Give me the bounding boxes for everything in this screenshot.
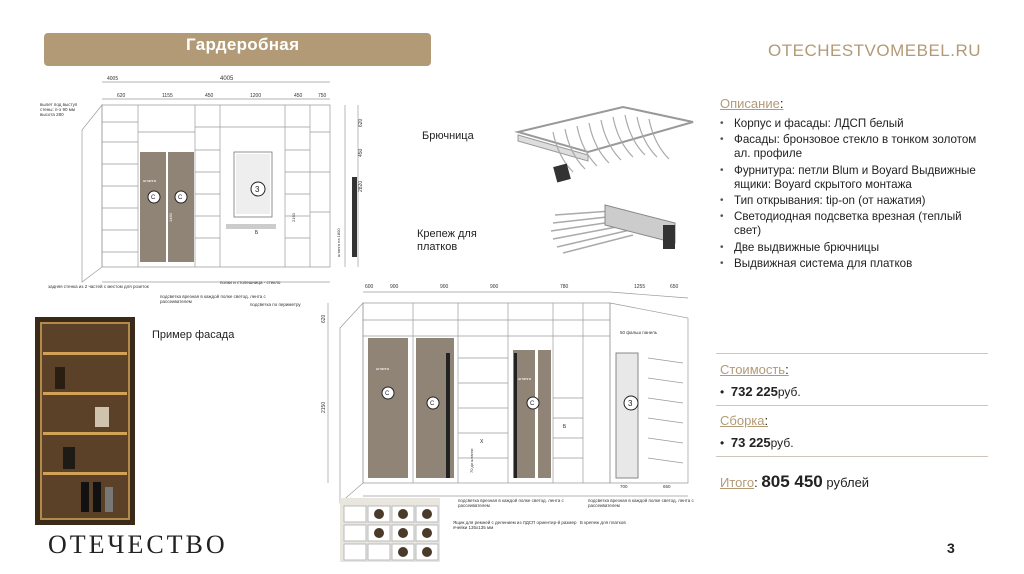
panel-note: 50 фальш панель	[620, 330, 658, 335]
site-url[interactable]: OTECHESTVOMEBEL.RU	[768, 41, 982, 60]
note2-box: Ящик для ремней с делением из ЛДСП ориентир-й размер ячейки 135х135 мм	[453, 520, 577, 530]
dim-w3: 450	[205, 93, 214, 99]
note-bottom-1: задняя стенка из 2 частей с местом для розеток	[48, 284, 149, 289]
brand-logo: ОТЕЧЕСТВО	[48, 530, 228, 559]
description-item: • Две выдвижные брючницы	[720, 241, 980, 255]
dim2-bottom-2: 650	[663, 484, 671, 489]
page-number: 3	[947, 540, 955, 556]
divider	[716, 456, 988, 457]
label-scarf-mount: Крепеж для платков	[417, 228, 477, 253]
dim2-top: 620	[321, 314, 327, 323]
dim-total-1: 4005	[107, 76, 119, 82]
note2-bottom-2: подсветка врезная в каждой полке светод. лента с рассеивателем	[588, 498, 694, 508]
dim-h1: 620	[358, 118, 364, 127]
trouser-rack-image	[513, 97, 698, 187]
dim2-w6: 1255	[634, 284, 646, 290]
dim-total-1b: 4005	[220, 76, 234, 82]
divider	[716, 405, 988, 406]
dim-w4: 1200	[250, 93, 262, 99]
shelf-note: штанга на 1800	[336, 228, 341, 257]
note-bottom-2: подсветка врезная в каждой полке светод. лента с рассеивателем	[160, 294, 266, 304]
total-value: 805 450	[761, 472, 823, 491]
label-trouser-rack: Брючница	[422, 130, 474, 142]
dim-w2: 1155	[162, 93, 173, 99]
dim-h3: 2820	[358, 180, 364, 192]
note2-scarf: Б крепеж для платков	[580, 520, 626, 525]
total-unit: рублей	[826, 475, 870, 490]
note-bottom-3: полки и столешница - стекло	[220, 280, 281, 285]
assembly-value: • 73 225руб.	[720, 435, 794, 450]
height-inner-1: 1460	[168, 213, 173, 222]
dim2-w1: 600	[365, 284, 374, 290]
mark2-c2: С	[430, 401, 435, 407]
total-heading: Итого	[720, 475, 755, 490]
cost-heading: Стоимость:	[720, 362, 789, 377]
mark2-b: Б	[563, 424, 567, 430]
note-bottom-4: подсветка по периметру	[250, 302, 301, 307]
scarf-mount-image	[545, 195, 685, 265]
cost-value: • 732 225руб.	[720, 384, 801, 399]
description-item: • Тип открывания: tip-on (от нажатия)	[720, 194, 980, 208]
divider	[716, 353, 988, 354]
dim2-bottom-1: 700	[620, 484, 628, 489]
height-inner-2: 2150	[291, 213, 296, 222]
rod2-label-1: штанга	[376, 366, 390, 371]
side-label: 70 до штанги	[469, 448, 474, 473]
mark2-c3: С	[530, 401, 535, 407]
dim-h2: 450	[358, 148, 364, 157]
note-left: вылет под выступ стены: п-э 90 мм высота 280	[40, 102, 78, 117]
description-item: • Выдвижная система для платков	[720, 257, 980, 271]
mark-c2: С	[178, 195, 183, 201]
page-title: Гардеробная	[186, 35, 300, 54]
mark2-c1: С	[385, 391, 390, 397]
rod2-label-2: штанга	[518, 376, 532, 381]
total-line: Итого: 805 450 рублей	[720, 472, 870, 491]
assembly-heading: Сборка:	[720, 413, 769, 428]
label-facade-example: Пример фасада	[152, 329, 235, 341]
description-heading: Описание:	[720, 96, 784, 111]
facade-photo	[35, 317, 135, 525]
description-item: • Фурнитура: петли Blum и Boyard Выдвижные ящики: Boyard скрытого монтажа	[720, 164, 980, 192]
dim2-w2: 900	[390, 284, 399, 290]
mark2-3: 3	[628, 399, 633, 408]
dim2-w7: 650	[670, 284, 679, 290]
dim-w6: 750	[318, 93, 327, 99]
description-item: • Фасады: бронзовое стекло в тонком золотом ал. профиле	[720, 133, 980, 161]
belt-box-photo	[340, 498, 440, 562]
rod-label-1: штанга	[143, 178, 157, 183]
dim2-w3: 900	[440, 284, 449, 290]
description-list	[720, 117, 980, 273]
description-item: • Светодиодная подсветка врезная (теплый свет)	[720, 210, 980, 238]
note2-bottom-1: подсветка врезная в каждой полке светод. лента с рассеивателем	[458, 498, 564, 508]
description-item: • Корпус и фасады: ЛДСП белый	[720, 117, 980, 131]
mark-3: 3	[255, 185, 260, 194]
dim2-w5: 780	[560, 284, 569, 290]
mark-c1: С	[151, 195, 156, 201]
dim2-w4: 900	[490, 284, 499, 290]
mark-b: Б	[255, 230, 259, 236]
mark2-x: X	[480, 439, 484, 445]
dim-w1: 620	[117, 93, 126, 99]
dim-w5: 450	[294, 93, 303, 99]
dim2-height: 2150	[321, 401, 327, 413]
